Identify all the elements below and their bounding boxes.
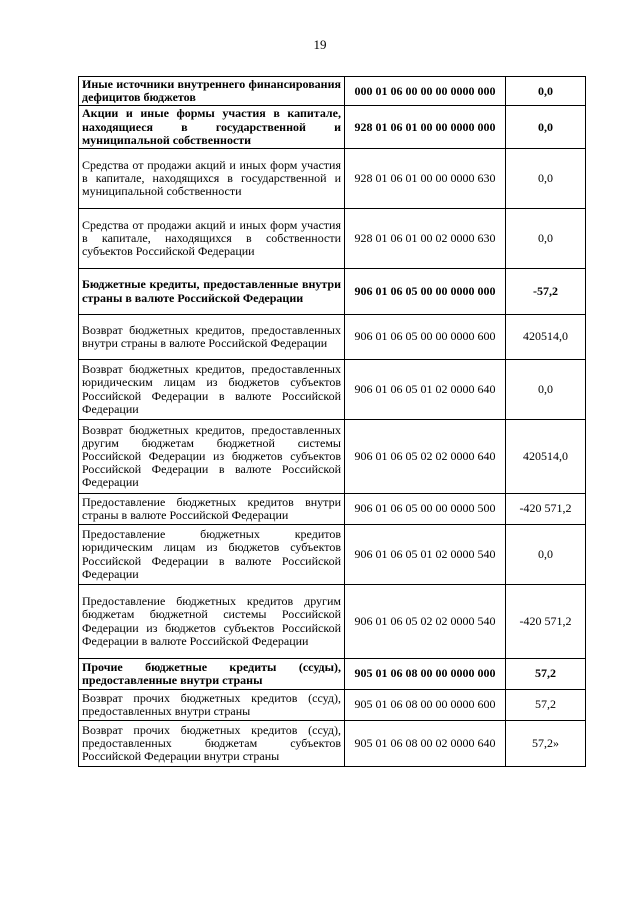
row-amount: -420 571,2 [506, 494, 586, 525]
table-row [79, 721, 586, 767]
row-name: Возврат бюджетных кредитов, предоставленных другим бюджетам бюджетной системы Российской Федерации из бюджетов субъектов Российской Федерации в валюте Российской Федерации [79, 420, 345, 494]
table-row [79, 585, 586, 659]
row-code: 000 01 06 00 00 00 0000 000 [345, 77, 506, 106]
row-name: Прочие бюджетные кредиты (ссуды), предоставленные внутри страны [79, 659, 345, 690]
row-name: Возврат бюджетных кредитов, предоставленных внутри страны в валюте Российской Федерации [79, 315, 345, 360]
table-row [79, 494, 586, 525]
table-row [79, 360, 586, 420]
row-name: Акции и иные формы участия в капитале, находящиеся в государственной и муниципальной собственности [79, 106, 345, 149]
row-name: Бюджетные кредиты, предоставленные внутри страны в валюте Российской Федерации [79, 269, 345, 315]
row-amount: 57,2 [506, 659, 586, 690]
table-row [79, 106, 586, 149]
row-name: Возврат бюджетных кредитов, предоставленных юридическим лицам из бюджетов субъектов Российской Федерации в валюте Российской Федерации [79, 360, 345, 420]
row-code: 906 01 06 05 00 00 0000 600 [345, 315, 506, 360]
row-amount: 0,0 [506, 106, 586, 149]
page-number: 19 [313, 37, 327, 52]
table-row [79, 420, 586, 494]
row-code: 905 01 06 08 00 00 0000 000 [345, 659, 506, 690]
row-code: 906 01 06 05 02 02 0000 640 [345, 420, 506, 494]
table-row [79, 690, 586, 721]
row-code: 906 01 06 05 00 00 0000 000 [345, 269, 506, 315]
row-code: 906 01 06 05 02 02 0000 540 [345, 585, 506, 659]
row-amount: 420514,0 [506, 315, 586, 360]
table-row [79, 269, 586, 315]
row-amount: 0,0 [506, 77, 586, 106]
row-name: Предоставление бюджетных кредитов внутри страны в валюте Российской Федерации [79, 494, 345, 525]
row-name: Иные источники внутреннего финансирования дефицитов бюджетов [79, 77, 345, 106]
table-row [79, 525, 586, 585]
row-name: Предоставление бюджетных кредитов юридическим лицам из бюджетов субъектов Российской Федерации в валюте Российской Федерации [79, 525, 345, 585]
row-amount: 57,2 [506, 690, 586, 721]
row-name: Средства от продажи акций и иных форм участия в капитале, находящихся в государственной и муниципальной собственности [79, 149, 345, 209]
row-amount: 0,0 [506, 360, 586, 420]
table-row [79, 315, 586, 360]
row-name: Возврат прочих бюджетных кредитов (ссуд), предоставленных бюджетам субъектов Российской Федерации внутри страны [79, 721, 345, 767]
row-name: Предоставление бюджетных кредитов другим бюджетам бюджетной системы Российской Федерации из бюджетов субъектов Российской Федерации в валюте Российской Федерации [79, 585, 345, 659]
row-name: Возврат прочих бюджетных кредитов (ссуд), предоставленных внутри страны [79, 690, 345, 721]
row-code: 928 01 06 01 00 00 0000 630 [345, 149, 506, 209]
row-amount: -420 571,2 [506, 585, 586, 659]
row-amount: 420514,0 [506, 420, 586, 494]
row-code: 906 01 06 05 01 02 0000 640 [345, 360, 506, 420]
row-amount: -57,2 [506, 269, 586, 315]
row-code: 928 01 06 01 00 00 0000 000 [345, 106, 506, 149]
table-row [79, 209, 586, 269]
row-amount: 0,0 [506, 525, 586, 585]
row-code: 905 01 06 08 00 02 0000 640 [345, 721, 506, 767]
row-code: 906 01 06 05 00 00 0000 500 [345, 494, 506, 525]
table-row [79, 659, 586, 690]
table-row [79, 149, 586, 209]
row-code: 905 01 06 08 00 00 0000 600 [345, 690, 506, 721]
row-amount: 57,2» [506, 721, 586, 767]
row-name: Средства от продажи акций и иных форм участия в капитале, находящихся в собственности субъектов Российской Федерации [79, 209, 345, 269]
row-amount: 0,0 [506, 209, 586, 269]
table-row [79, 77, 586, 106]
row-code: 928 01 06 01 00 02 0000 630 [345, 209, 506, 269]
row-amount: 0,0 [506, 149, 586, 209]
row-code: 906 01 06 05 01 02 0000 540 [345, 525, 506, 585]
budget-sources-table [78, 76, 586, 767]
